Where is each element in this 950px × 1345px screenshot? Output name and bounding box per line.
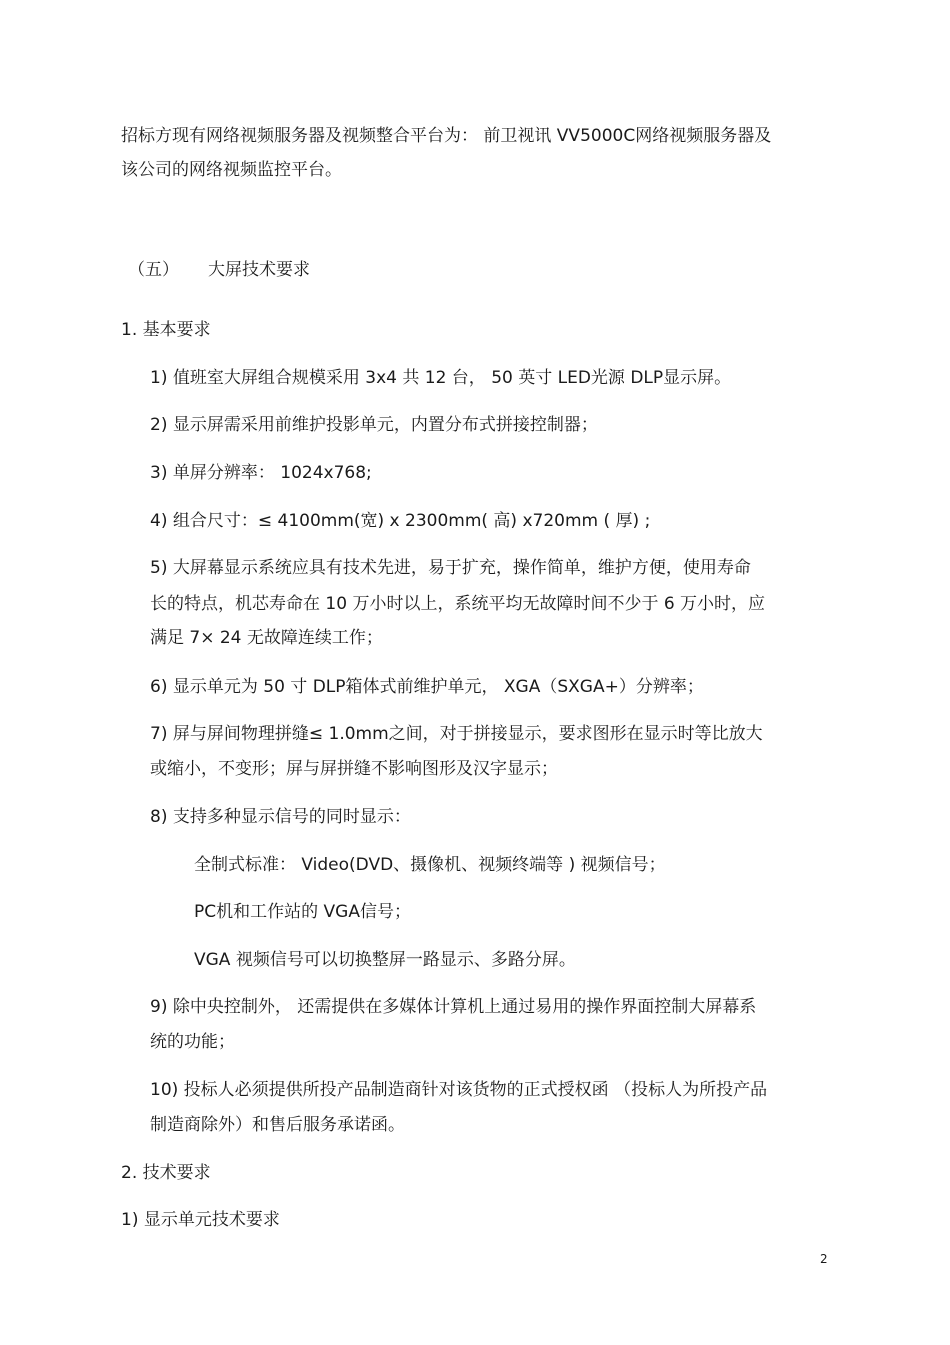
sub-list-item: 全制式标准： Video(DVD、摄像机、视频终端等 ) 视频信号； xyxy=(194,855,666,875)
list-item-continued: 统的功能； xyxy=(150,1032,235,1052)
list-item-continued: 制造商除外）和售后服务承诺函。 xyxy=(150,1115,405,1135)
list-item: 6) 显示单元为 50 寸 DLP箱体式前维护单元， XGA（SXGA+）分辨率； xyxy=(150,677,704,697)
intro-line-1: 招标方现有网络视频服务器及视频整合平台为： 前卫视讯 VV5000C网络视频服务器及 xyxy=(121,126,772,146)
list-item-continued: 长的特点，机芯寿命在 10 万小时以上，系统平均无故障时间不少于 6 万小时，应 xyxy=(150,594,766,614)
list-item: 2) 显示屏需采用前维护投影单元，内置分布式拼接控制器； xyxy=(150,415,598,435)
sub-list-item: VGA 视频信号可以切换整屏一路显示、多路分屏。 xyxy=(194,950,576,970)
section-title: 大屏技术要求 xyxy=(208,260,310,280)
list-item: 4) 组合尺寸：≤ 4100mm(宽) x 2300mm( 高) x720mm ( 厚) ; xyxy=(150,511,651,531)
basic-requirements-heading: 1. 基本要求 xyxy=(121,320,211,340)
list-item: 9) 除中央控制外， 还需提供在多媒体计算机上通过易用的操作界面控制大屏幕系 xyxy=(150,997,757,1017)
list-item: 3) 单屏分辨率： 1024x768; xyxy=(150,463,372,483)
list-item: 10) 投标人必须提供所投产品制造商针对该货物的正式授权函 （投标人为所投产品 xyxy=(150,1080,768,1100)
list-item-continued: 或缩小，不变形；屏与屏拼缝不影响图形及汉字显示； xyxy=(150,759,558,779)
display-unit-heading: 1) 显示单元技术要求 xyxy=(121,1210,280,1230)
page-number: 2 xyxy=(820,1252,828,1266)
list-item: 7) 屏与屏间物理拼缝≤ 1.0mm之间，对于拼接显示，要求图形在显示时等比放大 xyxy=(150,724,763,744)
section-number: （五） xyxy=(128,260,179,280)
list-item-continued: 满足 7× 24 无故障连续工作； xyxy=(150,628,383,648)
list-item: 5) 大屏幕显示系统应具有技术先进，易于扩充，操作简单，维护方便，使用寿命 xyxy=(150,558,751,578)
intro-line-2: 该公司的网络视频监控平台。 xyxy=(121,160,342,180)
technical-requirements-heading: 2. 技术要求 xyxy=(121,1163,211,1183)
list-item: 1) 值班室大屏组合规模采用 3x4 共 12 台， 50 英寸 LED光源 DLP显示屏。 xyxy=(150,368,732,388)
list-item: 8) 支持多种显示信号的同时显示： xyxy=(150,807,411,827)
sub-list-item: PC机和工作站的 VGA信号； xyxy=(194,902,411,922)
